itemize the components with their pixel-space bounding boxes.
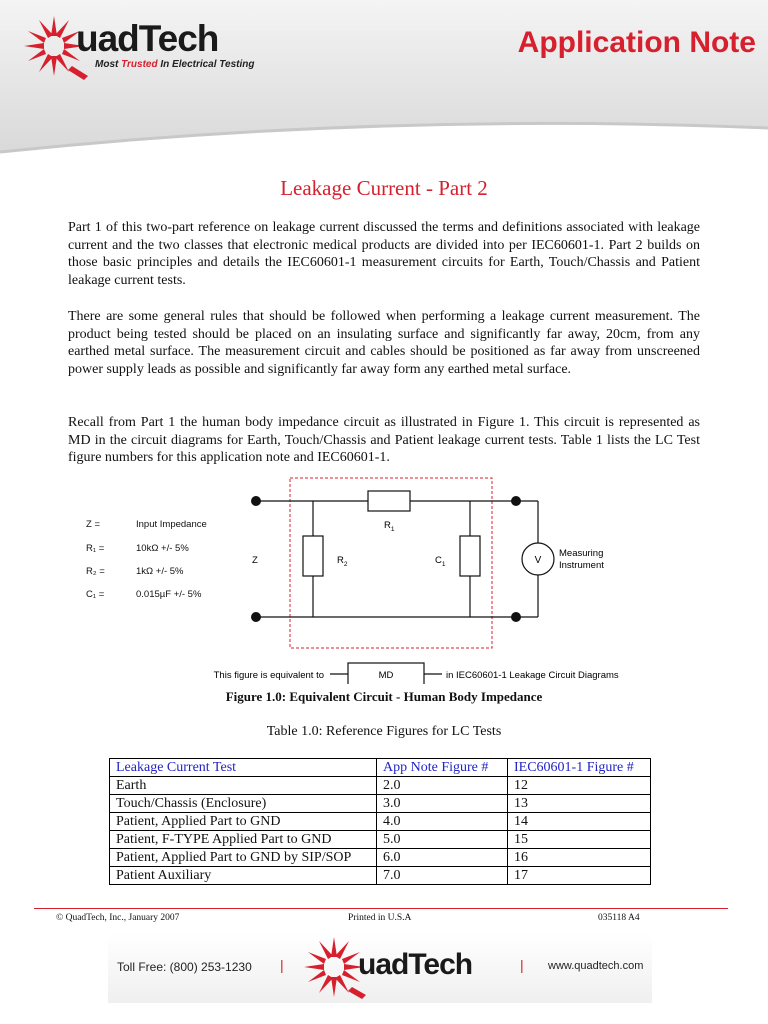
resistor-r2-icon [303, 536, 323, 576]
footer-separator: | [280, 957, 284, 973]
table-cell: 16 [508, 849, 651, 867]
page-title: Leakage Current - Part 2 [280, 176, 488, 200]
footer-phone: Toll Free: (800) 253-1230 [117, 960, 252, 974]
paragraph-2: There are some general rules that should be followed when performing a leakage current measurement. The product being tested should be placed on an insulating surface and significantly far away, 20cm, from any earthed metal surface. The measurement circuit and cables should be positioned as far away from unscreened power supply leads as possible and significantly far away form any earthed metal surface. [68, 309, 700, 377]
legend-val-1: 10kΩ +/- 5% [136, 543, 189, 554]
table-row [110, 795, 651, 813]
terminal-dot [511, 612, 521, 622]
footer-doc-code: 035118 A4 [598, 913, 640, 923]
equivalent-circuit-figure [80, 474, 660, 684]
brand-tagline [95, 59, 255, 70]
terminal-dot [251, 612, 261, 622]
table-cell: 13 [508, 795, 651, 813]
table-cell: 3.0 [377, 795, 508, 813]
meter-label-1: Measuring [559, 548, 604, 559]
legend-sym-3: C₁ = [86, 589, 105, 600]
tagline-red: Trusted [121, 59, 158, 70]
legend-sym-0: Z = [86, 519, 100, 530]
table-cell: 12 [508, 777, 651, 795]
page-header [0, 0, 768, 168]
table-header-row [110, 759, 651, 777]
table-row [110, 777, 651, 795]
equiv-pre-text: This figure is equivalent to [213, 670, 324, 681]
table-header-cell: App Note Figure # [377, 759, 508, 777]
table-cell: 17 [508, 867, 651, 885]
circuit-legend [86, 519, 207, 600]
label-c1: $C_1$ [435, 555, 446, 568]
table-row [110, 831, 651, 849]
figure-caption: Figure 1.0: Equivalent Circuit - Human Body Impedance [225, 689, 543, 704]
capacitor-c1-icon [460, 536, 480, 576]
table-row [110, 867, 651, 885]
meter-label-2: Instrument [559, 560, 604, 571]
circuit-wires [256, 501, 538, 617]
equiv-post-text: in IEC60601-1 Leakage Circuit Diagrams [446, 670, 619, 681]
resistor-r1-icon [368, 491, 410, 511]
table-cell: 5.0 [377, 831, 508, 849]
label-z: Z [252, 555, 258, 566]
footer-brand-name: uadTech [358, 948, 473, 981]
brand-name: uadTech [76, 18, 219, 59]
label-r2: $R_2$ [337, 555, 348, 568]
table-cell: 4.0 [377, 813, 508, 831]
table-cell: 15 [508, 831, 651, 849]
legend-sym-1: R₁ = [86, 543, 105, 554]
footer-website-link[interactable]: www.quadtech.com [548, 960, 644, 972]
table-cell: Earth [110, 777, 377, 795]
paragraph-1: Part 1 of this two-part reference on leakage current discussed the terms and definitions associated with leakage current and the two classes that electronic medical products are divided into per IEC60601-1. Part 2 builds on those basic principles and details the IEC60601-1 measurement circuits for Earth, Touch/Chassis and Patient leakage current tests. [68, 220, 700, 288]
table-cell: Patient, Applied Part to GND [110, 813, 377, 831]
table-cell: Patient Auxiliary [110, 867, 377, 885]
meter-symbol: V [534, 555, 542, 566]
terminal-dot [251, 496, 261, 506]
md-box-label: MD [378, 670, 394, 681]
paragraph-3: Recall from Part 1 the human body impedance circuit as illustrated in Figure 1. This circuit is represented as MD in the circuit diagrams for Earth, Touch/Chassis and Patient leakage current tests. Table 1 lists the LC Test figure numbers for this application note and IEC60601-1. [68, 415, 700, 465]
legend-val-0: Input Impedance [136, 519, 207, 530]
legend-val-3: 0.015µF +/- 5% [136, 589, 202, 600]
footer-divider [34, 908, 728, 909]
legend-val-2: 1kΩ +/- 5% [136, 566, 184, 577]
footer-copyright: © QuadTech, Inc., January 2007 [56, 913, 180, 923]
table-row [110, 849, 651, 867]
tagline-pre: Most [95, 59, 122, 70]
table-cell: Patient, Applied Part to GND by SIP/SOP [110, 849, 377, 867]
footer-separator: | [520, 957, 524, 973]
table-cell: Patient, F-TYPE Applied Part to GND [110, 831, 377, 849]
table-cell: 2.0 [377, 777, 508, 795]
table-row [110, 813, 651, 831]
tagline-post: In Electrical Testing [157, 59, 255, 70]
table-cell: 6.0 [377, 849, 508, 867]
doc-type-label: Application Note [517, 26, 756, 59]
table-caption: Table 1.0: Reference Figures for LC Tests [266, 724, 502, 739]
table-header-cell: Leakage Current Test [110, 759, 377, 777]
table-header-cell: IEC60601-1 Figure # [508, 759, 651, 777]
label-r1: $R_1$ [384, 520, 395, 533]
legend-sym-2: R₂ = [86, 566, 105, 577]
table-cell: 14 [508, 813, 651, 831]
footer-printed: Printed in U.S.A [348, 913, 412, 923]
terminal-dot [511, 496, 521, 506]
table-cell: Touch/Chassis (Enclosure) [110, 795, 377, 813]
table-cell: 7.0 [377, 867, 508, 885]
reference-table [109, 758, 651, 885]
